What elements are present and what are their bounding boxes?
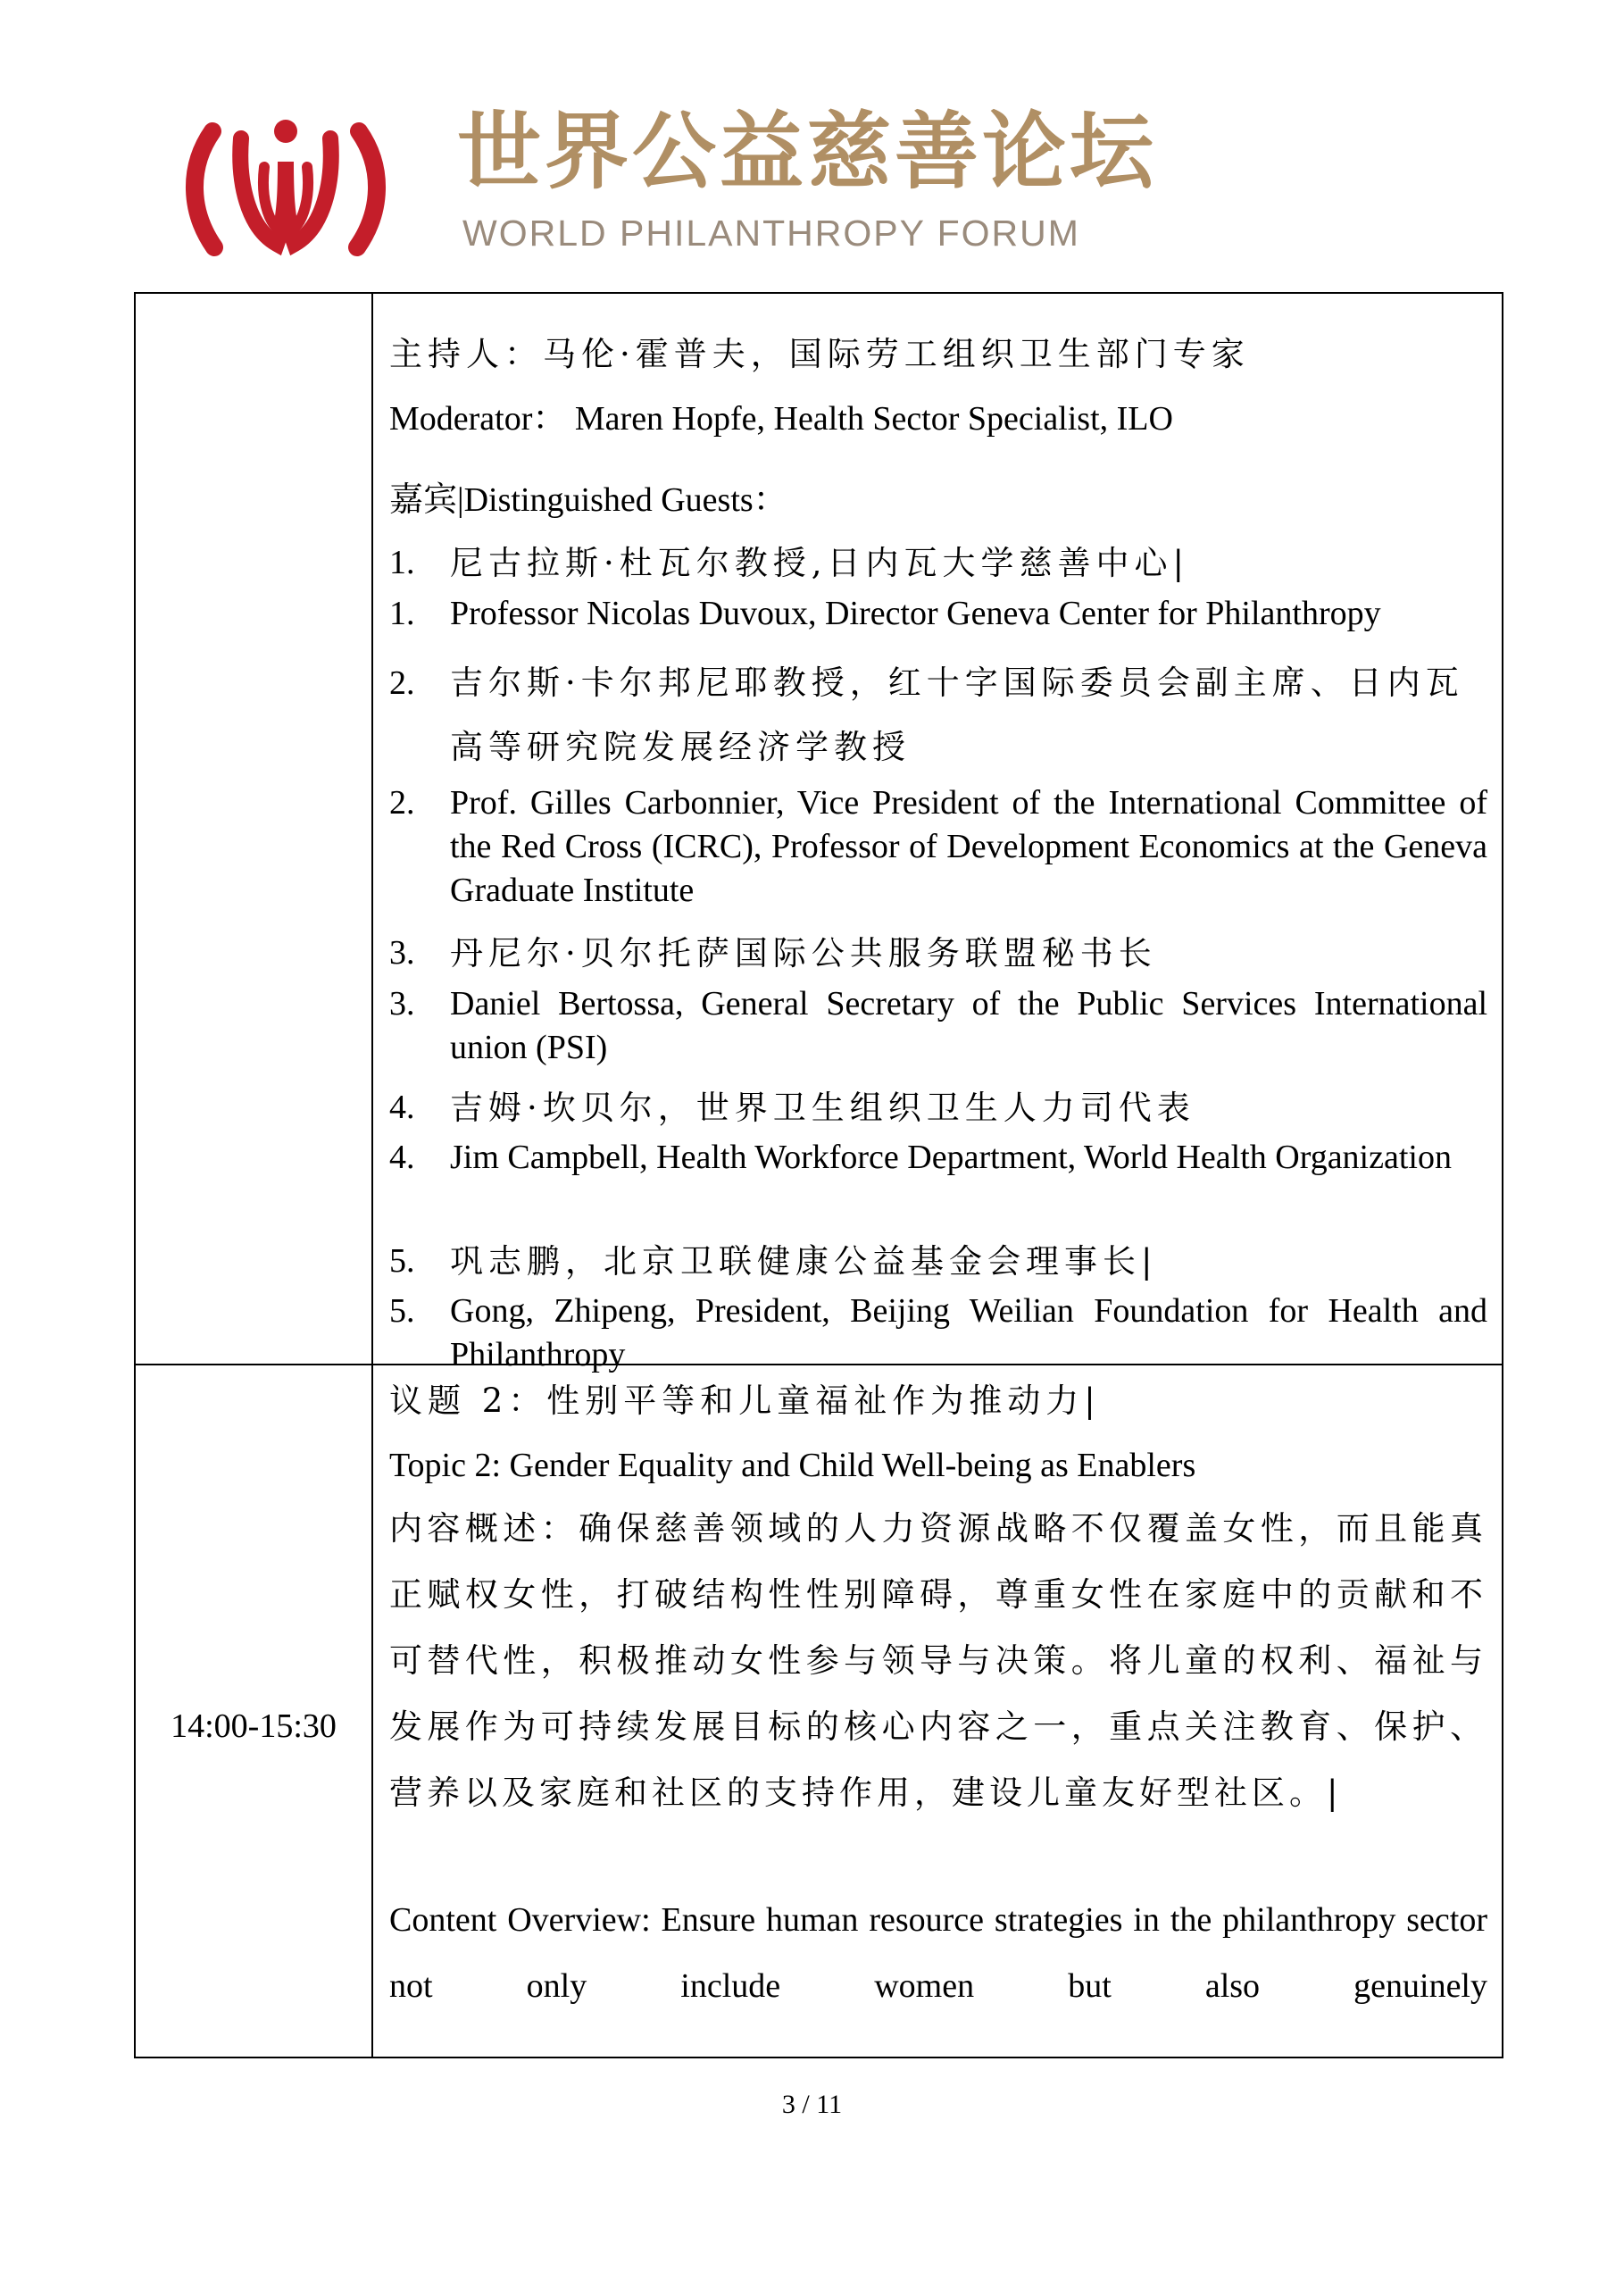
guest-3-en-text: Daniel Bertossa, General Secretary of the Public Services International union (PSI) [450,985,1487,1066]
guest-2-cn-text: 吉尔斯·卡尔邦尼耶教授，红十字国际委员会副主席、日内瓦高等研究院发展经济学教授 [450,664,1464,766]
guest-4-en-text: Jim Campbell, Health Workforce Department, World Health Organization [450,1139,1452,1176]
logo-english-title: WORLD PHILANTHROPY FORUM [462,213,1080,254]
guest-1-cn-text: 尼古拉斯·杜瓦尔教授,日内瓦大学慈善中心| [450,544,1189,582]
moderator-cn: 主持人：马伦·霍普夫，国际劳工组织卫生部门专家 [389,335,1250,373]
document-header [179,100,1214,261]
world-philanthropy-forum-logo-icon [179,104,393,256]
guest-2-cn-number: 2. [389,664,415,702]
page-number: 3 / 11 [781,2090,843,2119]
topic2-title-cn: 议题 2：性别平等和儿童福祉作为推动力| [389,1381,1101,1420]
session2-time: 14:00-15:30 [171,1707,337,1745]
topic2-overview-en: Content Overview: Ensure human resource strategies in the philanthropy sector not only include women but also genuinely [389,1901,1487,2005]
topic2-title-en: Topic 2: Gender Equality and Child Well-being as Enablers [389,1447,1196,1484]
guest-1-en-number: 1. [389,595,415,632]
guests-label: 嘉宾|Distinguished Guests： [389,481,787,519]
guest-1-cn-number: 1. [389,544,415,581]
guest-2-en-text: Prof. Gilles Carbonnier, Vice President of the International Committee of the Red Cross (ICRC), Professor of Development Economics at the Geneva Graduate Institute [450,784,1487,909]
guest-4-en-number: 4. [389,1139,415,1176]
guest-3-cn-text: 丹尼尔·贝尔托萨国际公共服务联盟秘书长 [450,934,1157,972]
guest-3-cn-number: 3. [389,934,415,972]
session1-content-cell [389,294,1487,1373]
logo-chinese-title: 世界公益慈善论坛 [457,103,1158,201]
guest-2-en-number: 2. [389,784,415,822]
guest-1-en-text: Professor Nicolas Duvoux, Director Geneva Center for Philanthropy [450,595,1381,632]
column-divider [371,294,373,2057]
guest-4-cn-text: 吉姆·坎贝尔，世界卫生组织卫生人力司代表 [450,1089,1195,1127]
moderator-en: Moderator： Maren Hopfe, Health Sector Specialist, ILO [389,400,1173,438]
guest-5-en-number: 5. [389,1292,415,1330]
guest-4-cn-number: 4. [389,1089,415,1126]
guest-5-en-text: Gong, Zhipeng, President, Beijing Weilian Foundation for Health and Philanthropy [450,1292,1487,1373]
guest-3-en-number: 3. [389,985,415,1022]
guest-5-cn-number: 5. [389,1242,415,1280]
session2-content-cell [389,1365,1487,2057]
schedule-table [134,292,1503,2058]
topic2-overview-cn: 内容概述：确保慈善领域的人力资源战略不仅覆盖女性，而且能真正赋权女性，打破结构性性别障碍，尊重女性在家庭中的贡献和不可替代性，积极推动女性参与领导与决策。将儿童的权利、福祉与发展作为可持续发展目标的核心内容之一，重点关注教育、保护、营养以及家庭和社区的支持作用，建设儿童友好型社区。| [389,1509,1487,1812]
guest-5-cn-text: 巩志鹏，北京卫联健康公益基金会理事长| [450,1242,1158,1281]
